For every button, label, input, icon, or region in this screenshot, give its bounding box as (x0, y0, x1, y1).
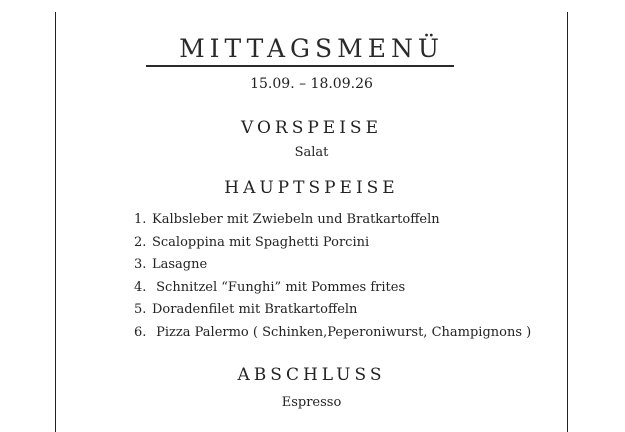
title-underline (146, 65, 454, 67)
item-number: 5. (134, 302, 147, 318)
menu-date-range: 15.09. – 18.09.26 (250, 76, 373, 92)
starter-heading: VORSPEISE (241, 118, 382, 138)
main-course-item (134, 322, 531, 345)
item-number: 3. (134, 257, 147, 273)
main-course-heading: HAUPTSPEISE (224, 178, 399, 198)
main-course-item (134, 254, 531, 277)
item-number: 4. (134, 279, 147, 295)
dessert-heading: ABSCHLUSS (237, 365, 386, 385)
item-text: Doradenfilet mit Bratkartoffeln (152, 302, 358, 318)
main-course-item (134, 299, 531, 322)
menu-page (55, 12, 568, 432)
item-number: 2. (134, 234, 147, 250)
item-number: 1. (134, 212, 147, 227)
dessert-item: Espresso (281, 395, 342, 410)
starter-item: Salat (294, 145, 329, 160)
item-text: Pizza Palermo ( Schinken,Peperoniwurst, Champignons ) (152, 324, 532, 340)
main-course-list (134, 209, 531, 345)
menu-title: MITTAGSMENÜ (179, 34, 444, 63)
main-course-item (134, 209, 531, 232)
item-number: 6. (134, 324, 147, 340)
item-text: Kalbsleber mit Zwiebeln und Bratkartoffeln (152, 212, 440, 227)
item-text: Schnitzel “Funghi” mit Pommes frites (152, 279, 406, 295)
item-text: Lasagne (152, 257, 208, 273)
main-course-item (134, 277, 531, 300)
item-text: Scaloppina mit Spaghetti Porcini (152, 234, 370, 250)
main-course-item (134, 232, 531, 255)
